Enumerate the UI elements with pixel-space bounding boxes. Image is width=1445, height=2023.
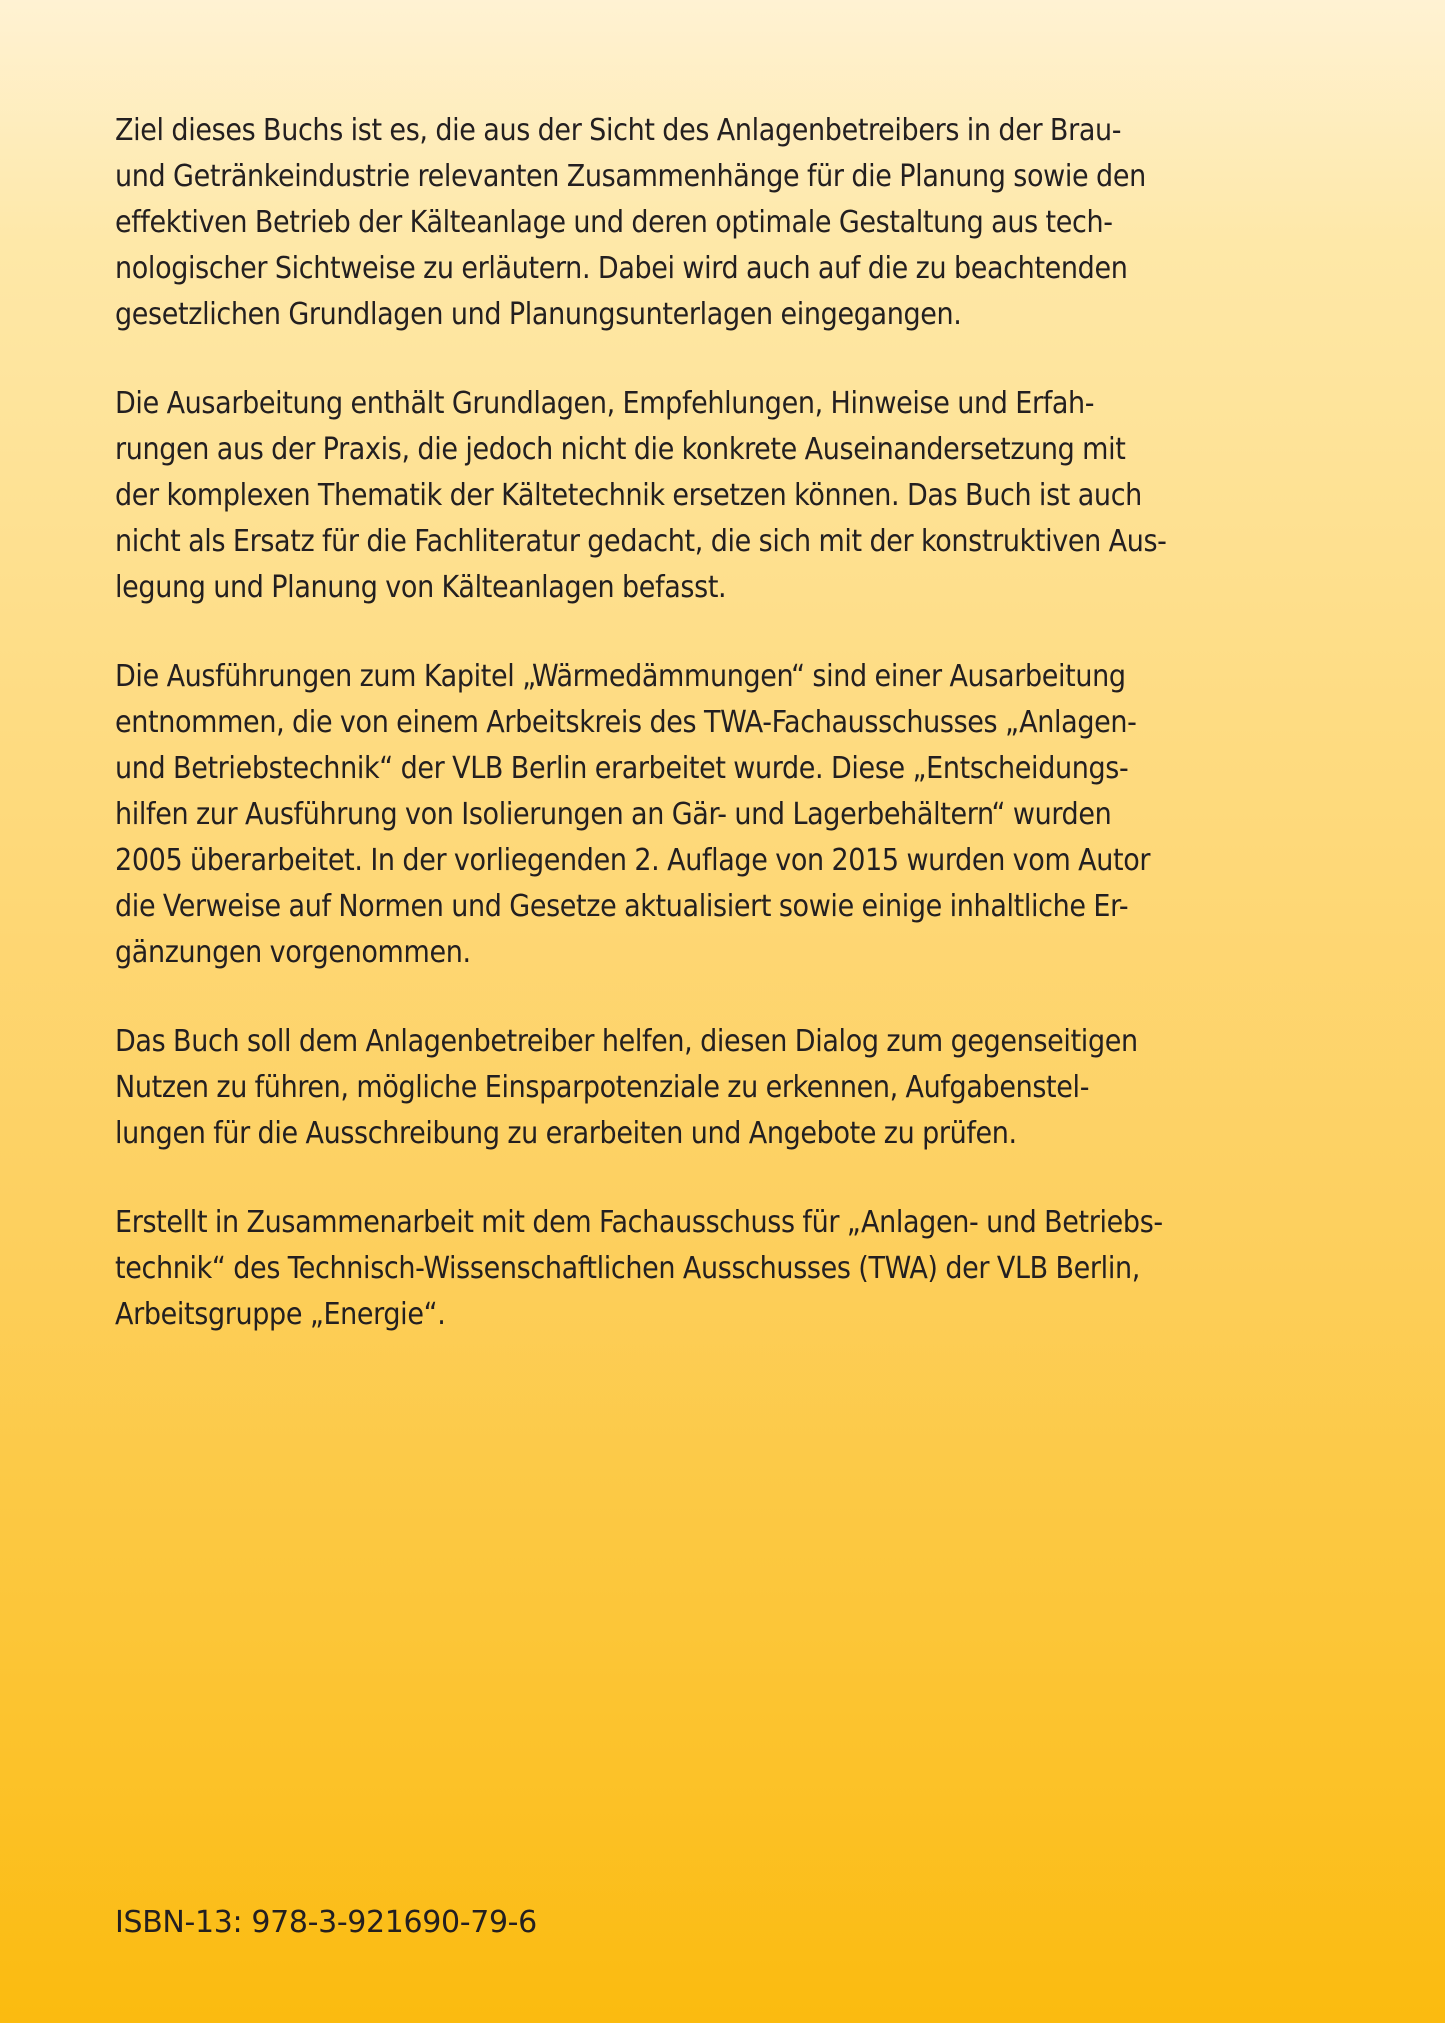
blurb-text: [115, 108, 1365, 1381]
text-line: Erstellt in Zusammenarbeit mit dem Fachausschuss für „Anlagen- und Betriebs-: [115, 1205, 1163, 1240]
text-line: gänzungen vorgenommen.: [115, 935, 471, 970]
text-line: 2005 überarbeitet. In der vorliegenden 2. Auflage von 2015 wurden vom Autor: [115, 843, 1151, 878]
text-line: nologischer Sichtweise zu erläutern. Dabei wird auch auf die zu beachtenden: [115, 251, 1128, 286]
text-line: lungen für die Ausschreibung zu erarbeiten und Angebote zu prüfen.: [115, 1116, 1017, 1151]
paragraph-content: [115, 381, 1365, 611]
text-line: entnommen, die von einem Arbeitskreis des TWA-Fachausschusses „Anlagen-: [115, 705, 1137, 740]
text-line: der komplexen Thematik der Kältetechnik ersetzen können. Das Buch ist auch: [115, 478, 1142, 513]
paragraph-audience: [115, 1019, 1365, 1157]
text-line: Die Ausführungen zum Kapitel „Wärmedämmungen“ sind einer Ausarbeitung: [115, 659, 1126, 694]
paragraph-insulation-chapter: [115, 654, 1365, 976]
paragraph-collaboration: [115, 1200, 1365, 1338]
text-line: Nutzen zu führen, mögliche Einsparpotenziale zu erkennen, Aufgabenstel-: [115, 1070, 1090, 1105]
text-line: die Verweise auf Normen und Gesetze aktualisiert sowie einige inhaltliche Er-: [115, 889, 1129, 924]
paragraph-purpose: [115, 108, 1365, 338]
text-line: technik“ des Technisch-Wissenschaftlichen Ausschusses (TWA) der VLB Berlin,: [115, 1251, 1140, 1286]
text-line: legung und Planung von Kälteanlagen befasst.: [115, 570, 727, 605]
text-line: Die Ausarbeitung enthält Grundlagen, Empfehlungen, Hinweise und Erfah-: [115, 386, 1095, 421]
text-line: rungen aus der Praxis, die jedoch nicht die konkrete Auseinandersetzung mit: [115, 432, 1126, 467]
text-line: und Getränkeindustrie relevanten Zusammenhänge für die Planung sowie den: [115, 159, 1146, 194]
text-line: Arbeitsgruppe „Energie“.: [115, 1297, 446, 1332]
text-line: nicht als Ersatz für die Fachliteratur gedacht, die sich mit der konstruktiven Aus-: [115, 524, 1167, 559]
text-line: hilfen zur Ausführung von Isolierungen an Gär- und Lagerbehältern“ wurden: [115, 797, 1112, 832]
text-line: und Betriebstechnik“ der VLB Berlin erarbeitet wurde. Diese „Entscheidungs-: [115, 751, 1129, 786]
text-line: effektiven Betrieb der Kälteanlage und deren optimale Gestaltung aus tech-: [115, 205, 1113, 240]
text-line: gesetzlichen Grundlagen und Planungsunterlagen eingegangen.: [115, 297, 962, 332]
isbn-number: ISBN-13: 978-3-921690-79-6: [115, 1905, 537, 1940]
text-line: Ziel dieses Buchs ist es, die aus der Sicht des Anlagenbetreibers in der Brau-: [115, 113, 1122, 148]
text-line: Das Buch soll dem Anlagenbetreiber helfen, diesen Dialog zum gegenseitigen: [115, 1024, 1138, 1059]
